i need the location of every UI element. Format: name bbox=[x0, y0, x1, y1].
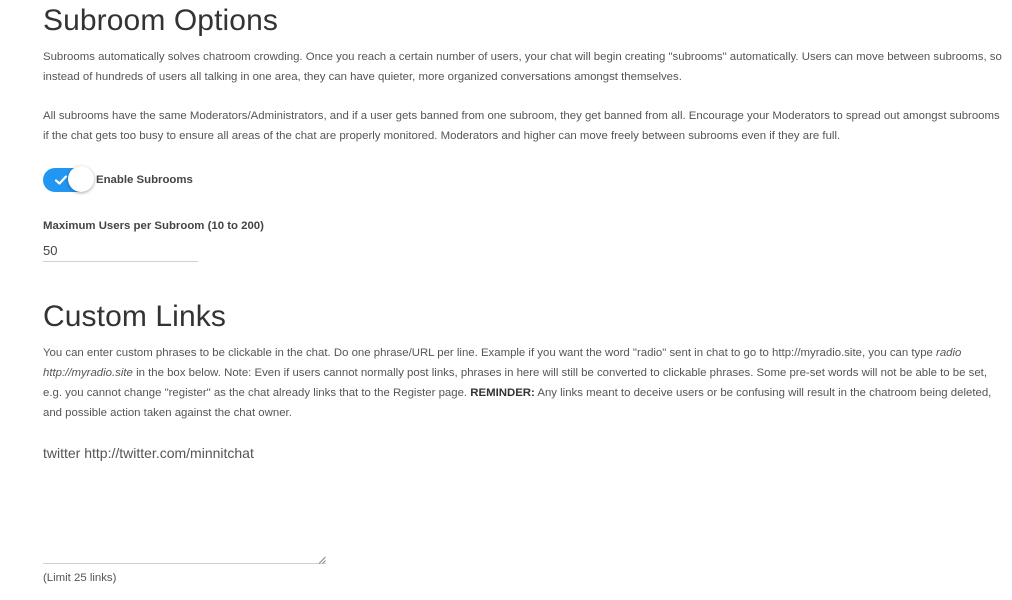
enable-subrooms-switch[interactable] bbox=[43, 166, 95, 194]
custom-links-description bbox=[43, 343, 1003, 423]
enable-subrooms-label: Enable Subrooms bbox=[96, 174, 193, 186]
check-icon bbox=[54, 174, 68, 186]
example-phrase: radio http://myradio.site bbox=[43, 347, 962, 379]
custom-links-textarea[interactable] bbox=[43, 443, 326, 564]
subroom-options-title: Subroom Options bbox=[43, 4, 278, 37]
switch-knob[interactable] bbox=[68, 166, 94, 192]
enable-subrooms-toggle-row[interactable] bbox=[43, 166, 193, 194]
description-text: You can enter custom phrases to be clickable in the chat. Do one phrase/URL per line. Example if you want the word "radio" sent in chat to go to http://myradio.site, you can type bbox=[43, 347, 937, 359]
max-users-input[interactable] bbox=[43, 240, 198, 262]
reminder-label: REMINDER: bbox=[470, 387, 535, 399]
max-users-label: Maximum Users per Subroom (10 to 200) bbox=[43, 220, 264, 232]
resize-handle-icon[interactable] bbox=[318, 556, 326, 564]
description-text: in the box below. Note: Even if users cannot normally post links, phrases in here will still be converted to clickable phrases. Some pre-set words will not be able to be set, e.g. you cannot change "register" as the chat already links that to the Register page. bbox=[43, 367, 987, 399]
subrooms-moderation-note: All subrooms have the same Moderators/Administrators, and if a user gets banned from one subroom, they get banned from all. Encourage your Moderators to spread out amongst subrooms if the chat gets too busy to ensure all areas of the chat are properly monitored. Moderators and higher can move freely between subrooms even if they are full. bbox=[43, 110, 1000, 142]
custom-links-title: Custom Links bbox=[43, 300, 226, 333]
links-limit-note: (Limit 25 links) bbox=[43, 572, 117, 584]
subrooms-description: Subrooms automatically solves chatroom crowding. Once you reach a certain number of users, your chat will begin creating "subrooms" automatically. Users can move between subrooms, so instead of hundreds of users all talking in one area, they can have quieter, more organized conversations amongst themselves. bbox=[43, 51, 1002, 83]
description-text: Any links meant to deceive users or be confusing will result in the chatroom being deleted, and possible action taken against the chat owner. bbox=[43, 387, 992, 419]
